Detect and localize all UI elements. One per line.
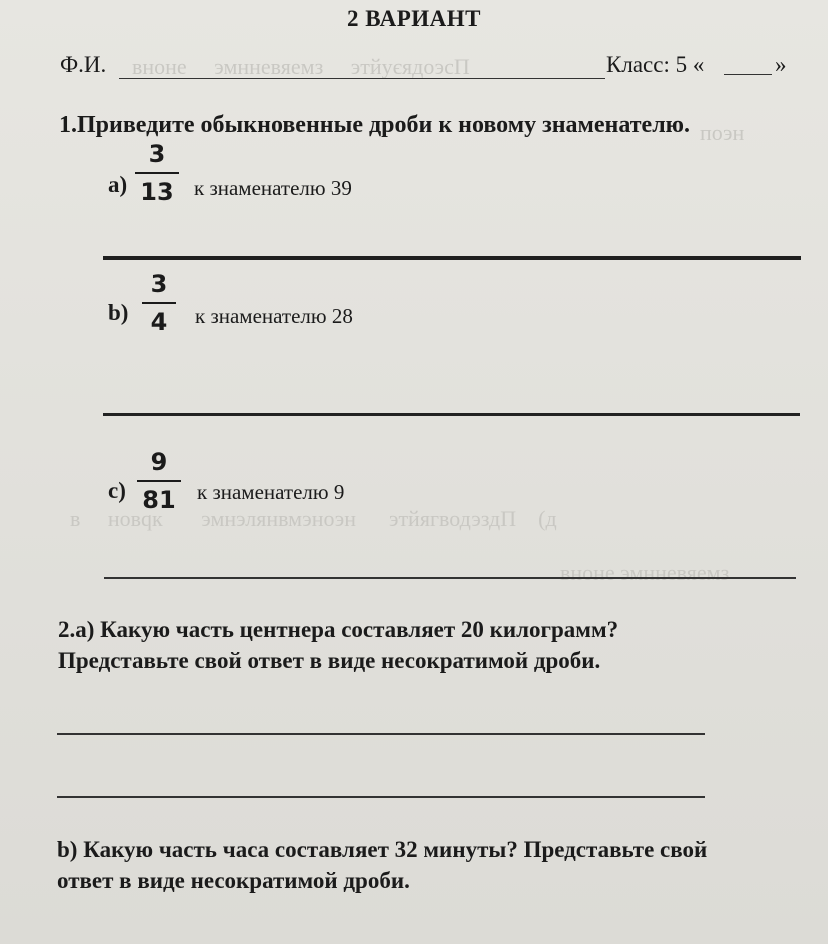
fraction-c-numerator: 9	[150, 448, 168, 476]
item-b-letter: b)	[108, 300, 129, 325]
item-c-letter: c)	[108, 478, 126, 503]
fraction-c-denominator: 81	[142, 486, 176, 514]
fraction-a-denominator: 13	[140, 178, 174, 206]
answer-line-2a-1[interactable]	[57, 733, 705, 735]
answer-line-c[interactable]	[104, 577, 796, 579]
item-a-text: к знаменателю 39	[194, 176, 352, 200]
fraction-a	[135, 140, 179, 206]
task2a-line2: Представьте свой ответ в виде несократимой дроби.	[58, 648, 601, 673]
fraction-c	[137, 448, 181, 514]
task2b-line1: b) Какую часть часа составляет 32 минуты? Представьте свой	[57, 837, 708, 862]
bleed-through-text: вноне эмнневяемз этйуєядоэсП	[132, 54, 470, 79]
bleed-through-text: вноне эмнневяемз	[560, 560, 730, 585]
task1-heading: 1.Приведите обыкновенные дроби к новому знаменателю.	[59, 112, 690, 138]
name-label: Ф.И.	[60, 52, 107, 77]
variant-title: 2 ВАРИАНТ	[346, 6, 482, 31]
class-closing-quote: »	[775, 52, 787, 77]
fraction-bar	[137, 480, 181, 482]
fraction-b-numerator: 3	[150, 270, 168, 298]
class-label: Класс: 5 «	[606, 52, 705, 77]
fraction-b	[142, 270, 176, 336]
item-a-letter: а)	[108, 172, 128, 197]
name-answer-line[interactable]	[119, 78, 605, 79]
item-c-text: к знаменателю 9	[197, 480, 345, 504]
task2b-line2: ответ в виде несократимой дроби.	[57, 868, 410, 893]
answer-line-a[interactable]	[103, 256, 801, 260]
bleed-through-text: поэн	[700, 120, 745, 145]
answer-line-2a-2[interactable]	[57, 796, 705, 798]
bleed-through-text: в новqк эмнэлянвмэноэн этйягводэздП (д	[70, 506, 557, 531]
fraction-bar	[142, 302, 176, 304]
answer-line-b[interactable]	[103, 413, 800, 416]
item-b-text: к знаменателю 28	[195, 304, 353, 328]
fraction-b-denominator: 4	[150, 308, 168, 336]
fraction-a-numerator: 3	[148, 140, 166, 168]
class-answer-line[interactable]	[724, 74, 772, 75]
fraction-bar	[135, 172, 179, 174]
task2a-line1: 2.а) Какую часть центнера составляет 20 килограмм?	[58, 617, 619, 642]
